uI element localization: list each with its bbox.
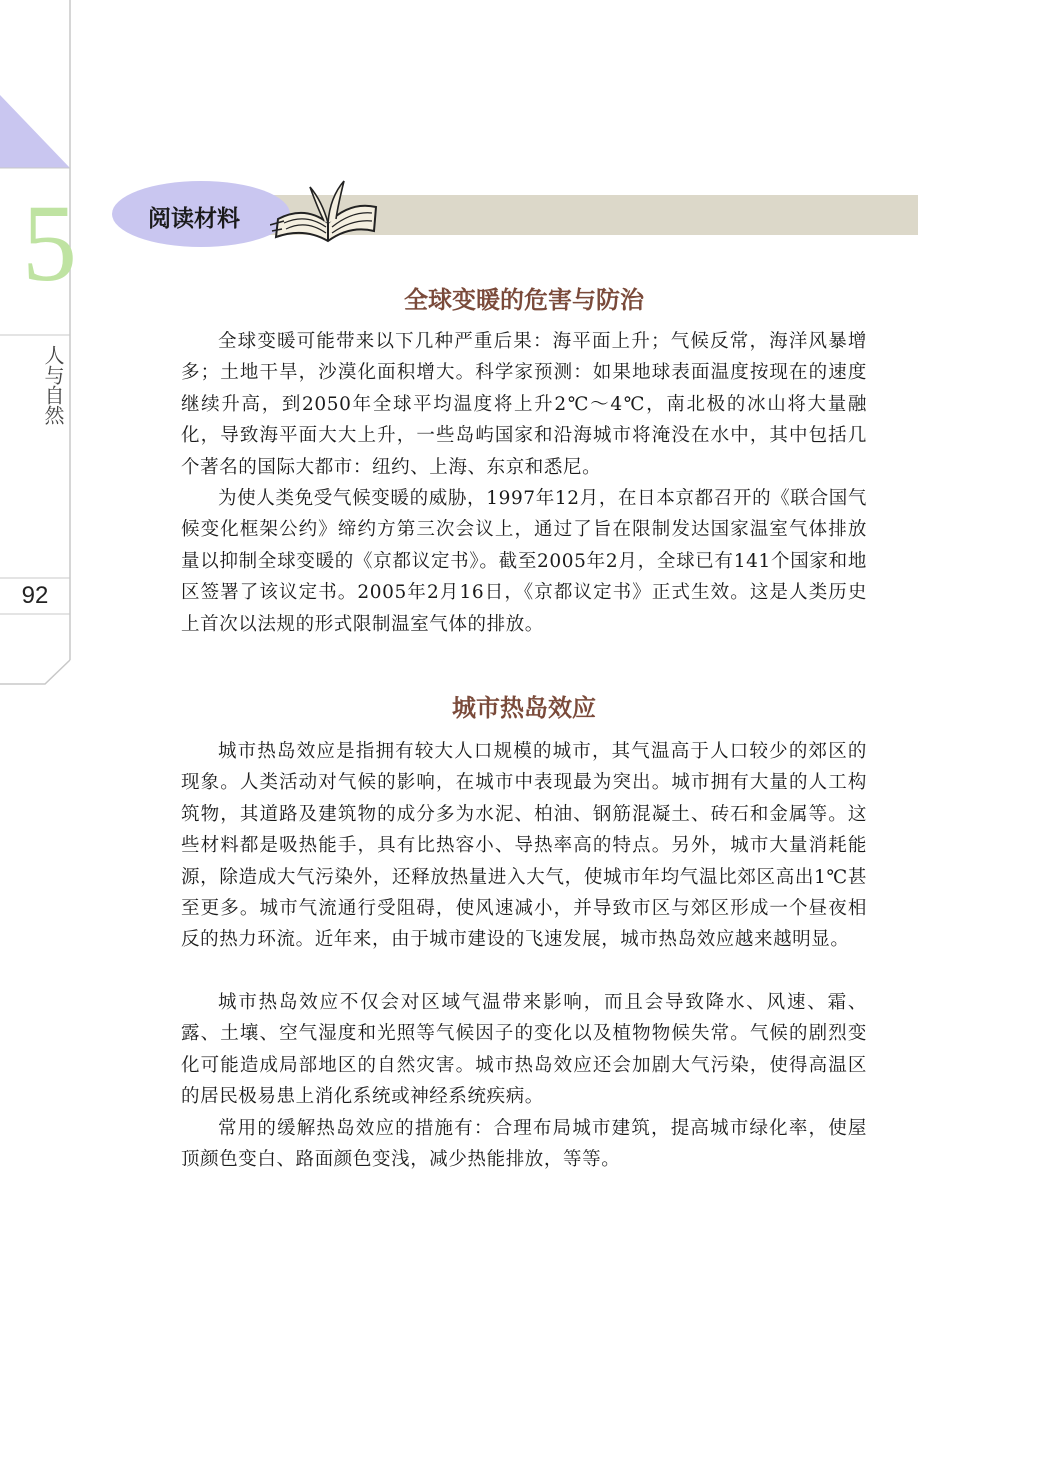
section-title-urban-heat-island: 城市热岛效应 [452,694,596,722]
paragraph: 为使人类免受气候变暖的威胁，1997年12月，在日本京都召开的《联合国气候变化框架公约》缔约方第三次会议上，通过了旨在限制发达国家温室气体排放量以抑制全球变暖的《京都议定书》。截至2005年2月，全球已有141个国家和地区签署了该议定书。2005年2月16日，《京都议定书》正式生效。这是人类历史上首次以法规的形式限制温室气体的排放。 [181,488,867,635]
open-book-icon [270,175,380,245]
paragraph: 城市热岛效应是指拥有较大人口规模的城市，其气温高于人口较少的郊区的现象。人类活动对气候的影响，在城市中表现最为突出。城市拥有大量的人工构筑物，其道路及建筑物的成分多为水泥、柏油、钢筋混凝土、砖石和金属等。这些材料都是吸热能手，具有比热容小、导热率高的特点。另外，城市大量消耗能源，除造成大气污染外，还释放热量进入大气，使城市年均气温比郊区高出1℃甚至更多。城市气流通行受阻碍，使风速减小，并导致市区与郊区形成一个昼夜相反的热力环流。近年来，由于城市建设的飞速发展，城市热岛效应越来越明显。 [181,741,867,951]
chapter-number: 5 [22,182,77,304]
banner-label: 阅读材料 [148,206,240,232]
chapter-title: 人与自然 [41,345,65,425]
paragraph: 常用的缓解热岛效应的措施有：合理布局城市建筑，提高城市绿化率，使屋顶颜色变白、路面颜色变浅，减少热能排放，等等。 [181,1118,867,1171]
page-number: 92 [21,582,49,609]
paragraph: 全球变暖可能带来以下几种严重后果：海平面上升；气候反常，海洋风暴增多；土地干旱，沙漠化面积增大。科学家预测：如果地球表面温度按现在的速度继续升高，到2050年全球平均温度将上升2℃～4℃，南北极的冰山将大量融化，导致海平面大大上升，一些岛屿国家和沿海城市将淹没在水中，其中包括几个著名的国际大都市：纽约、上海、东京和悉尼。 [181,331,867,478]
section-title-global-warming: 全球变暖的危害与防治 [404,286,644,314]
reading-material-banner [112,175,918,255]
paragraph: 城市热岛效应不仅会对区域气温带来影响，而且会导致降水、风速、霜、露、土壤、空气湿度和光照等气候因子的变化以及植物物候失常。气候的剧烈变化可能造成局部地区的自然灾害。城市热岛效应还会加剧大气污染，使得高温区的居民极易患上消化系统或神经系统疾病。 [181,992,867,1108]
